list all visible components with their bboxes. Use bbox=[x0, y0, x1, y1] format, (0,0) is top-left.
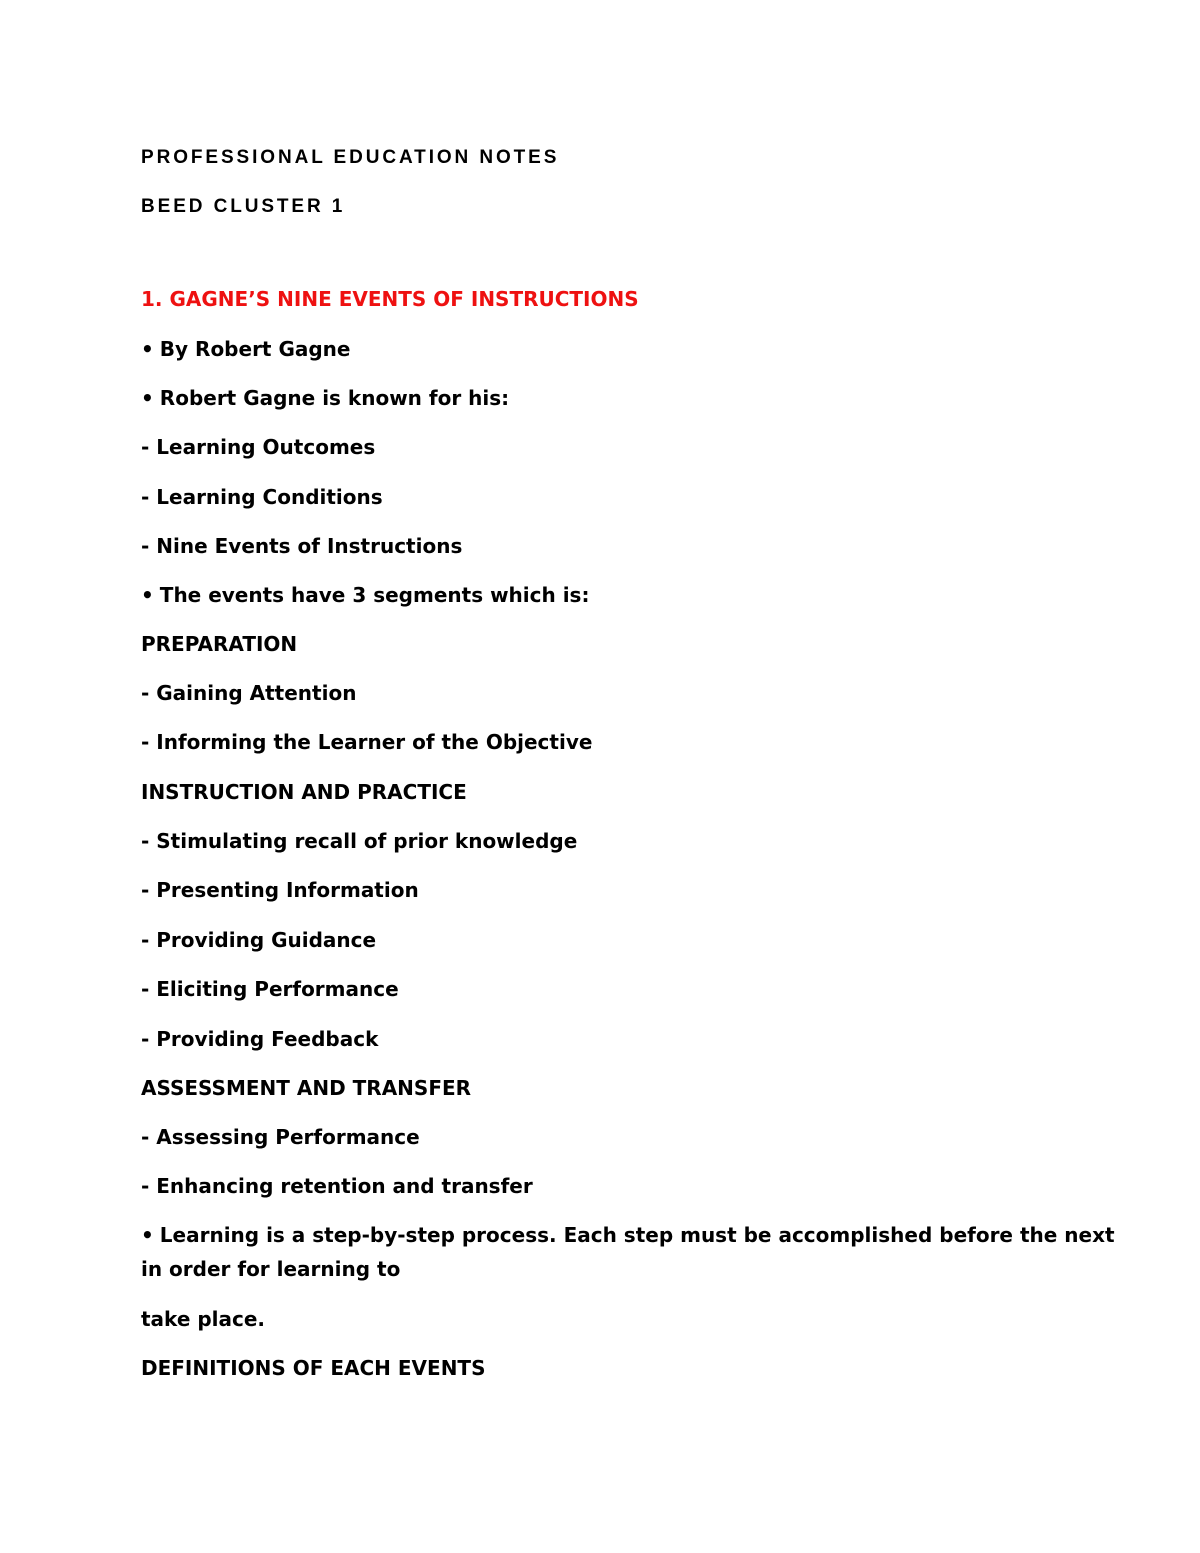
bullet-text: By Robert Gagne bbox=[159, 337, 351, 361]
segment-heading: ASSESSMENT AND TRANSFER bbox=[141, 1076, 472, 1100]
document-subtitle: BEED CLUSTER 1 bbox=[141, 196, 346, 217]
list-item: - Assessing Performance bbox=[141, 1125, 420, 1149]
bullet-icon: • bbox=[141, 386, 154, 410]
bullet-item bbox=[141, 385, 509, 411]
bullet-text: Robert Gagne is known for his: bbox=[159, 386, 510, 410]
list-item: - Gaining Attention bbox=[141, 681, 357, 705]
bullet-item bbox=[141, 1222, 1115, 1248]
bullet-icon: • bbox=[141, 337, 154, 361]
list-item: - Stimulating recall of prior knowledge bbox=[141, 829, 578, 853]
bullet-icon: • bbox=[141, 583, 154, 607]
document-title: PROFESSIONAL EDUCATION NOTES bbox=[141, 147, 560, 168]
list-item: - Learning Conditions bbox=[141, 485, 383, 509]
list-item: - Enhancing retention and transfer bbox=[141, 1174, 533, 1198]
segment-heading: DEFINITIONS OF EACH EVENTS bbox=[141, 1356, 486, 1380]
bullet-text: The events have 3 segments which is: bbox=[159, 583, 590, 607]
list-item: - Nine Events of Instructions bbox=[141, 534, 463, 558]
list-item: - Eliciting Performance bbox=[141, 977, 399, 1001]
bullet-icon: • bbox=[141, 1223, 154, 1247]
list-item: - Learning Outcomes bbox=[141, 435, 376, 459]
segment-heading: PREPARATION bbox=[141, 632, 298, 656]
bullet-item bbox=[141, 336, 350, 362]
paragraph-continuation: take place. bbox=[141, 1307, 266, 1331]
segment-heading: INSTRUCTION AND PRACTICE bbox=[141, 780, 467, 804]
paragraph-continuation: in order for learning to bbox=[141, 1257, 401, 1281]
list-item: - Providing Guidance bbox=[141, 928, 377, 952]
list-item: - Providing Feedback bbox=[141, 1027, 379, 1051]
bullet-item bbox=[141, 582, 589, 608]
list-item: - Informing the Learner of the Objective bbox=[141, 730, 593, 754]
bullet-text: Learning is a step-by-step process. Each step must be accomplished before the next bbox=[159, 1223, 1115, 1247]
list-item: - Presenting Information bbox=[141, 878, 419, 902]
section-heading: 1. GAGNE’S NINE EVENTS OF INSTRUCTIONS bbox=[141, 287, 639, 311]
